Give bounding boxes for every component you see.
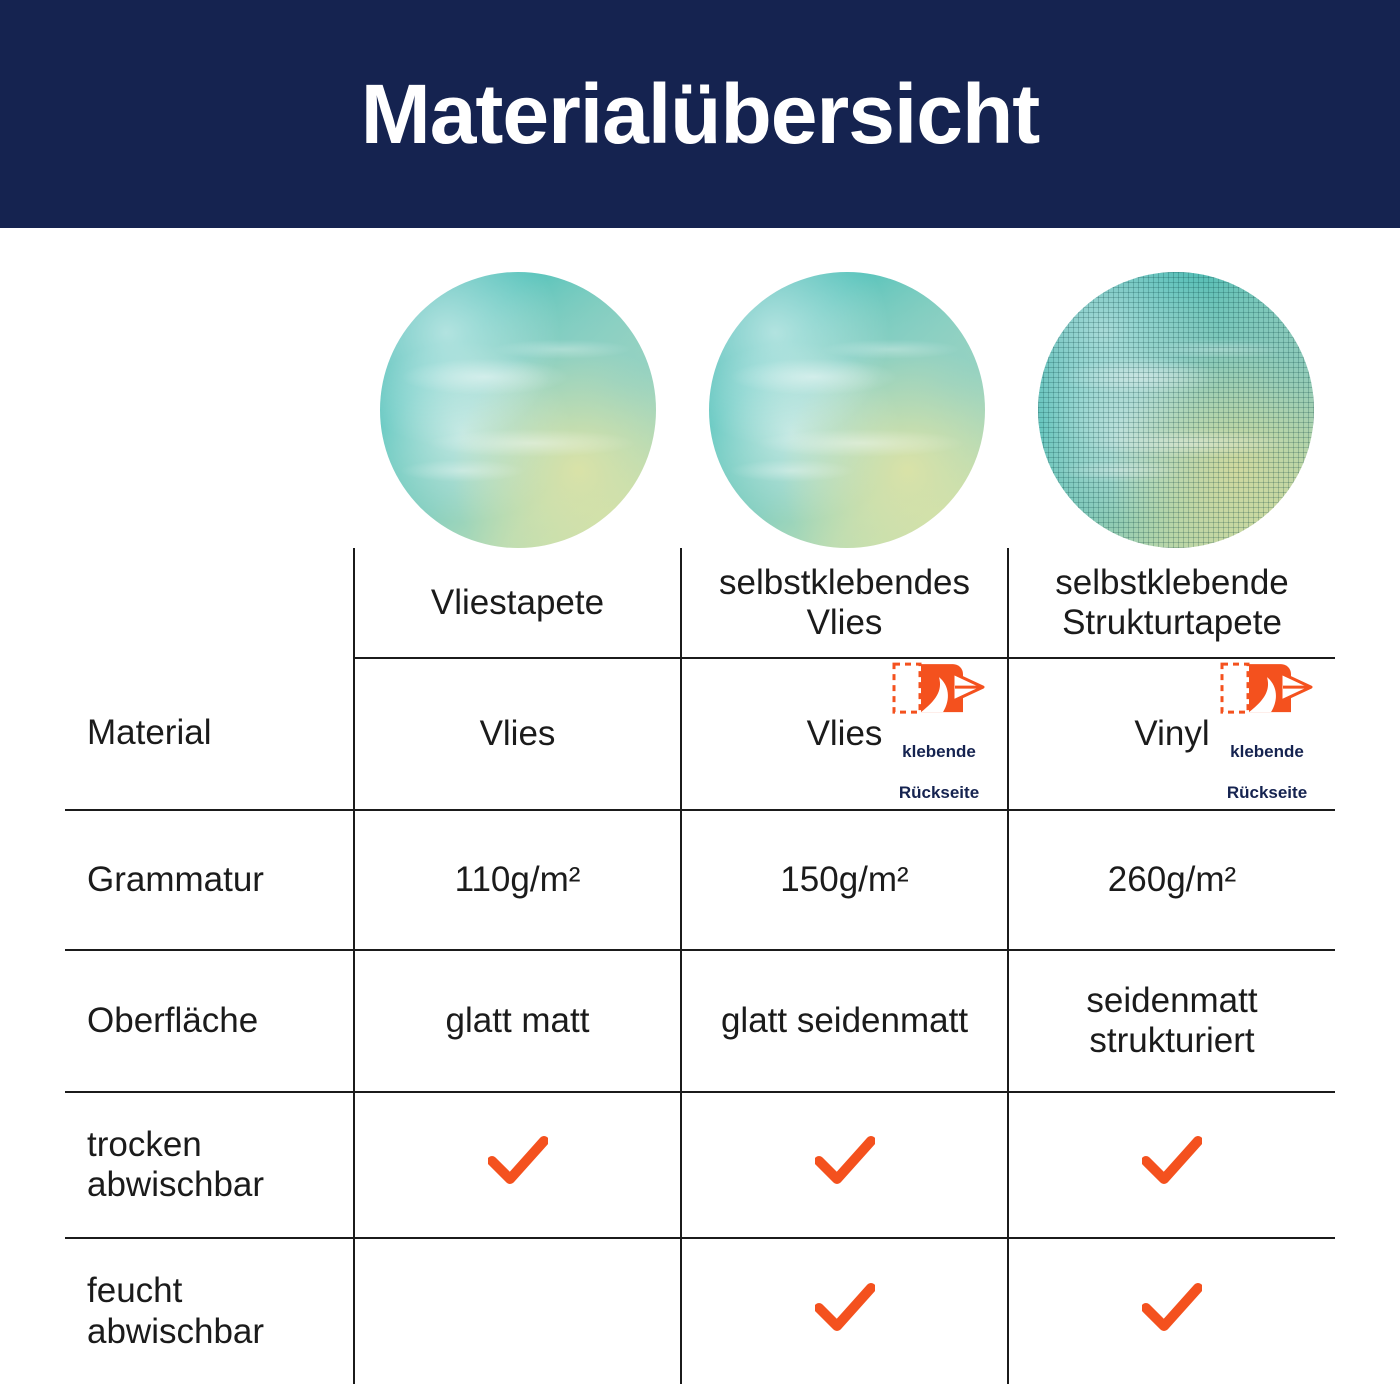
cell-grammatur-vliestapete: 110g/m² (354, 810, 681, 950)
check-icon (1142, 1283, 1202, 1331)
cell-feucht-selbstklebendes-vlies (681, 1238, 1008, 1384)
page-header (0, 0, 1400, 228)
cell-trocken-selbstklebendes-vlies (681, 1092, 1008, 1238)
adhesive-back-icon (1207, 661, 1327, 724)
header-cell-selbstklebendes-vlies: selbstklebendes Vlies (681, 548, 1008, 658)
badge-line-1: klebende (1230, 742, 1304, 762)
weave-texture-decoration (1038, 272, 1314, 548)
table-header-row (65, 548, 1335, 658)
material-swatch-row (354, 272, 1340, 548)
marble-veins-decoration (380, 272, 656, 548)
table-row (65, 950, 1335, 1092)
cell-trocken-selbstklebende-strukturtapete (1008, 1092, 1335, 1238)
klebende-rueckseite-badge (1207, 661, 1327, 807)
badge-line-1: klebende (902, 742, 976, 762)
table-body (65, 658, 1335, 1384)
check-icon (1142, 1136, 1202, 1184)
row-label-grammatur: Grammatur (65, 810, 354, 950)
check-icon (815, 1136, 875, 1184)
table-header (65, 548, 1335, 658)
cell-material-selbstklebendes-vlies (681, 658, 1008, 810)
cell-grammatur-selbstklebende-strukturtapete: 260g/m² (1008, 810, 1335, 950)
cell-grammatur-selbstklebendes-vlies: 150g/m² (681, 810, 1008, 950)
adhesive-back-icon (879, 661, 999, 724)
cell-text: Vlies (806, 713, 883, 753)
table-row (65, 1092, 1335, 1238)
cell-trocken-vliestapete (354, 1092, 681, 1238)
cell-text: Vinyl (1134, 713, 1210, 753)
marble-veins-decoration (709, 272, 985, 548)
cell-material-vliestapete: Vlies (354, 658, 681, 810)
check-icon (488, 1136, 548, 1184)
cell-oberflaeche-selbstklebendes-vlies: glatt seidenmatt (681, 950, 1008, 1092)
page-title: Materialübersicht (360, 67, 1040, 161)
selbstklebendes-vlies-swatch (709, 272, 985, 548)
table-row (65, 810, 1335, 950)
header-cell-vliestapete: Vliestapete (354, 548, 681, 658)
badge-line-2: Rückseite (1226, 782, 1308, 802)
vliestapete-swatch (380, 272, 656, 548)
klebende-rueckseite-badge (879, 661, 999, 807)
cell-material-selbstklebende-strukturtapete (1008, 658, 1335, 810)
row-label-feucht-abwischbar: feucht abwischbar (65, 1238, 354, 1384)
header-cell-empty (65, 548, 354, 658)
check-icon (815, 1283, 875, 1331)
selbstklebende-strukturtapete-swatch (1038, 272, 1314, 548)
table-row (65, 658, 1335, 810)
header-cell-selbstklebende-strukturtapete: selbstklebende Strukturtapete (1008, 548, 1335, 658)
row-label-oberflaeche: Oberfläche (65, 950, 354, 1092)
table-row (65, 1238, 1335, 1384)
row-label-material: Material (65, 658, 354, 810)
cell-feucht-selbstklebende-strukturtapete (1008, 1238, 1335, 1384)
row-label-trocken-abwischbar: trocken abwischbar (65, 1092, 354, 1238)
cell-oberflaeche-selbstklebende-strukturtapete: seidenmatt strukturiert (1008, 950, 1335, 1092)
cell-feucht-vliestapete (354, 1238, 681, 1384)
cell-oberflaeche-vliestapete: glatt matt (354, 950, 681, 1092)
badge-line-2: Rückseite (898, 782, 980, 802)
swatch-cell-1 (354, 272, 683, 548)
material-comparison-table (65, 548, 1335, 1384)
swatch-cell-3 (1011, 272, 1340, 548)
swatch-cell-2 (683, 272, 1012, 548)
